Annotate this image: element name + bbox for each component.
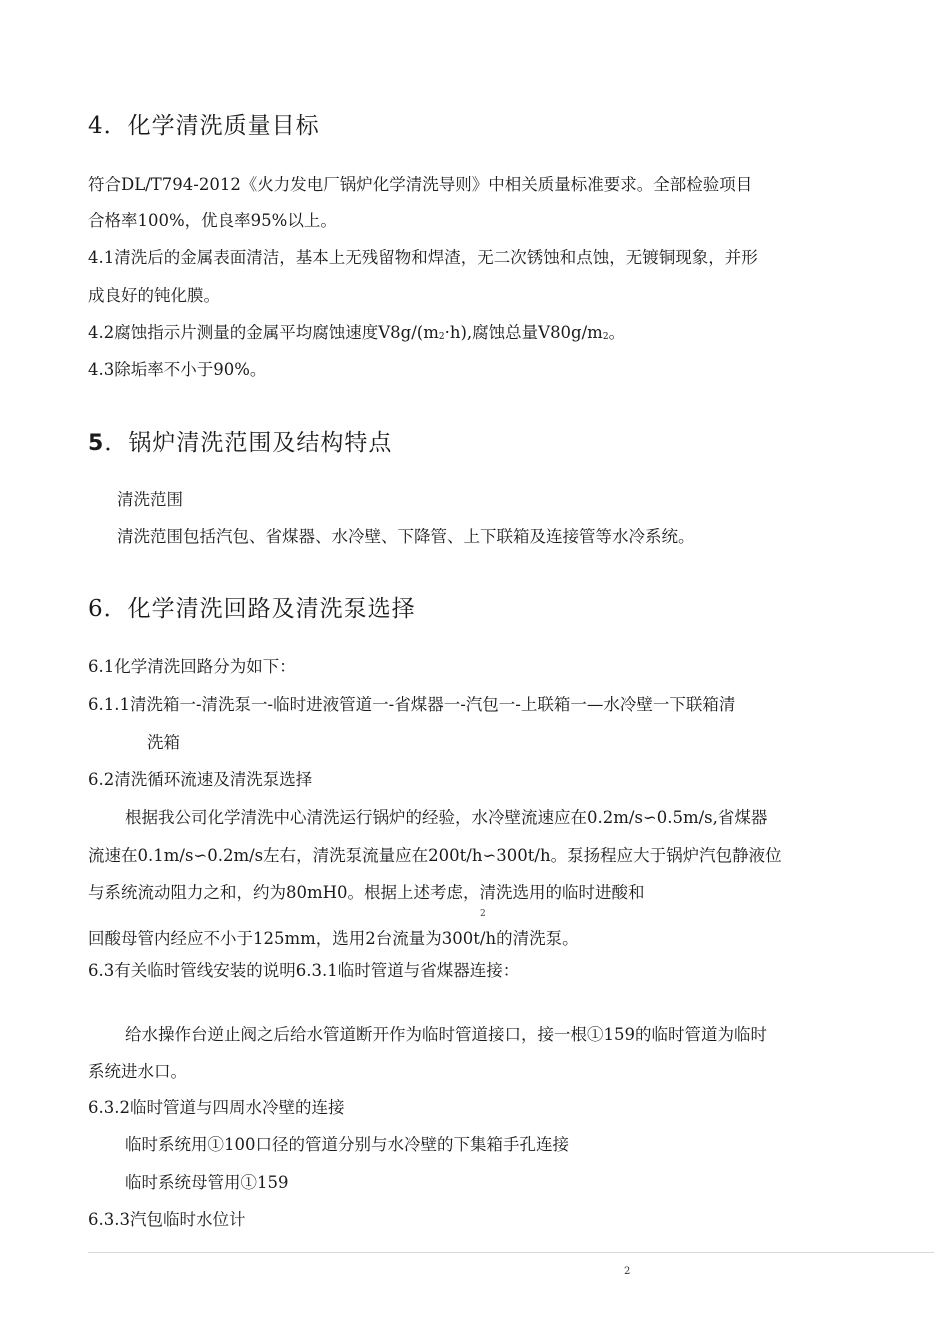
s6-p62-superscript: 2 (480, 909, 486, 919)
s4-para1-line1: 符合DL/T794-2012《火力发电厂锅炉化学清洗导则》中相关质量标准要求。全部检验项目 (88, 175, 753, 194)
s6-item-6-3-3: 6.3.3汽包临时水位计 (88, 1210, 246, 1229)
s6-item-6-1: 6.1化学清洗回路分为如下： (88, 657, 296, 676)
s6-item-6-1-1-line2: 洗箱 (147, 733, 180, 752)
section-6-heading: 6．化学清洗回路及清洗泵选择 (88, 596, 416, 622)
s4-item1-line1: 4.1清洗后的金属表面清洁，基本上无残留物和焊渣，无二次锈蚀和点蚀，无镀铜现象，并形 (88, 248, 758, 267)
s4-item2-part-a: 4.2腐蚀指示片测量的金属平均腐蚀速度V8g/(m (88, 323, 439, 342)
s6-item-6-3: 6.3有关临时管线安装的说明6.3.1临时管道与省煤器连接： (88, 961, 520, 980)
section-5-title: ．锅炉清洗范围及结构特点 (104, 430, 393, 456)
s6-p632-line1: 临时系统用①100口径的管道分别与水冷壁的下集箱手孔连接 (125, 1135, 569, 1154)
s6-p631-line2: 系统进水口。 (88, 1062, 187, 1081)
s4-item2-sub1: 2 (438, 332, 445, 342)
section-5-number: 5 (88, 431, 105, 456)
s4-item2 (88, 325, 625, 342)
s6-item-6-2: 6.2清洗循环流速及清洗泵选择 (88, 770, 313, 789)
section-5-heading (88, 424, 392, 457)
s6-p62-line1: 根据我公司化学清洗中心清洗运行锅炉的经验，水冷壁流速应在0.2m/s∽0.5m/s,省煤器 (125, 808, 768, 827)
s6-item-6-1-1-line1: 6.1.1清洗箱一-清洗泵一-临时进液管道一-省煤器一-汽包一-上联箱一—水冷壁一下联箱清 (88, 695, 736, 714)
s4-item3: 4.3除垢率不小于90%。 (88, 360, 267, 379)
section-4-heading: 4．化学清洗质量目标 (88, 113, 320, 139)
s4-item2-part-c: 。 (608, 323, 626, 342)
s4-item2-part-b: ·h),腐蚀总量V80g/m (444, 323, 603, 342)
s6-item-6-3-2: 6.3.2临时管道与四周水冷壁的连接 (88, 1098, 345, 1117)
s6-p62-line4: 回酸母管内经应不小于125mm，选用2台流量为300t/h的清洗泵。 (88, 929, 579, 948)
footer-divider (88, 1252, 934, 1253)
s6-p62-line2: 流速在0.1m/s∽0.2m/s左右，清洗泵流量应在200t/h∽300t/h。泵扬程应大于锅炉汽包静液位 (88, 846, 782, 865)
s4-item2-sub2: 2 (602, 332, 609, 342)
s5-para: 清洗范围包括汽包、省煤器、水冷壁、下降管、上下联箱及连接管等水冷系统。 (117, 527, 695, 546)
s4-para1-line2: 合格率100%，优良率95%以上。 (88, 211, 337, 230)
s6-p632-line2: 临时系统母管用①159 (125, 1173, 289, 1192)
s4-item1-line2: 成良好的钝化膜。 (88, 286, 220, 305)
s6-p631-line1: 给水操作台逆止阀之后给水管道断开作为临时管道接口，接一根①159的临时管道为临时 (125, 1025, 767, 1044)
s5-subtitle: 清洗范围 (117, 490, 183, 509)
s6-p62-line3: 与系统流动阻力之和，约为80mH0。根据上述考虑，清洗选用的临时进酸和 (88, 883, 645, 902)
page-number: 2 (624, 1266, 631, 1277)
